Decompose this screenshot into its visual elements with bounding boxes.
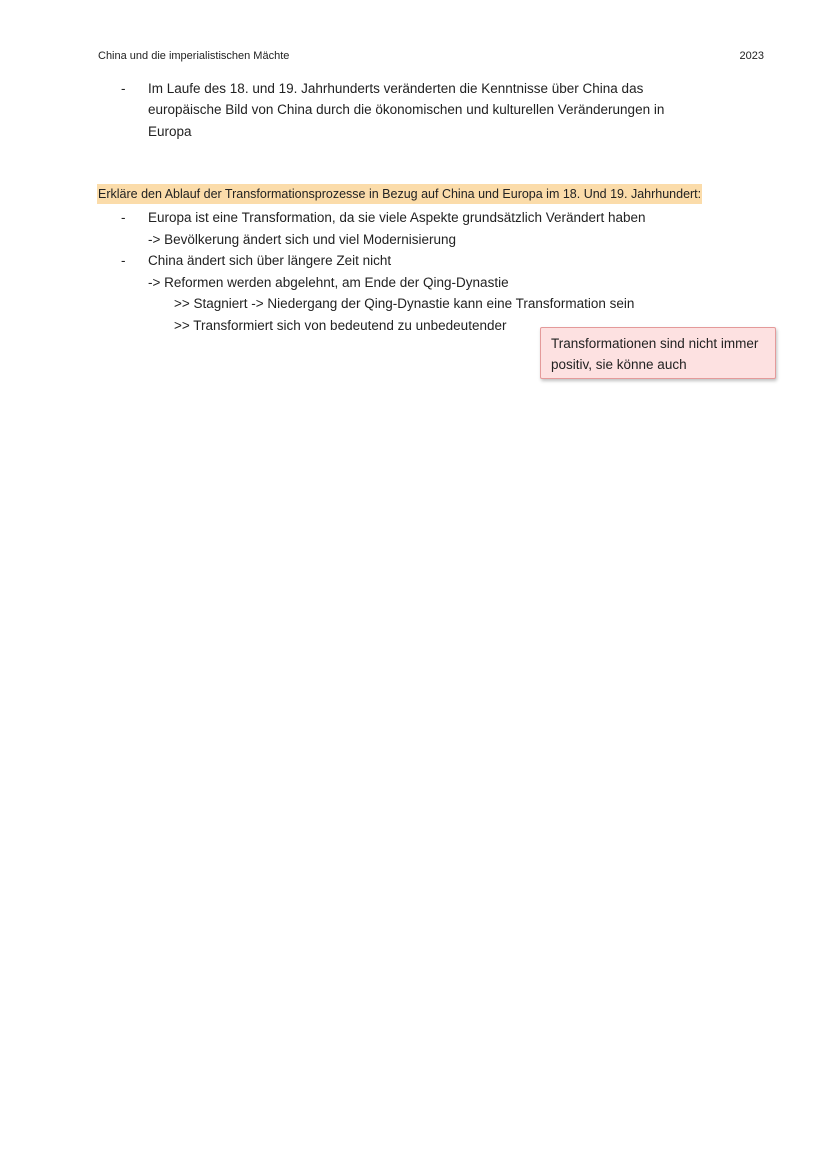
header-year: 2023 xyxy=(739,50,764,62)
item-1-bullet: - xyxy=(121,210,126,225)
item-2-text: China ändert sich über längere Zeit nicht xyxy=(148,253,392,268)
item-2-subsub-2: >> Transformiert sich von bedeutend zu unbedeutender xyxy=(174,318,507,333)
item-2-subsub-1: >> Stagniert -> Niedergang der Qing-Dynastie kann eine Transformation sein xyxy=(174,296,635,311)
question-heading: Erkläre den Ablauf der Transformationsprozesse in Bezug auf China und Europa im 18. Und 19. Jahrhundert: xyxy=(97,184,702,204)
intro-line-3: Europa xyxy=(148,124,192,139)
item-2-sub: -> Reformen werden abgelehnt, am Ende der Qing-Dynastie xyxy=(148,275,509,290)
item-1-text: Europa ist eine Transformation, da sie viele Aspekte grundsätzlich Verändert haben xyxy=(148,210,646,225)
item-1-sub: -> Bevölkerung ändert sich und viel Modernisierung xyxy=(148,232,457,247)
header-title: China und die imperialistischen Mächte xyxy=(98,50,290,62)
comment-text: Transformationen sind nicht immer positiv, sie könne auch xyxy=(551,336,759,372)
intro-line-2: europäische Bild von China durch die ökonomischen und kulturellen Veränderungen in xyxy=(148,102,665,117)
intro-line-1: Im Laufe des 18. und 19. Jahrhunderts veränderten die Kenntnisse über China das xyxy=(148,81,644,96)
comment-balloon[interactable] xyxy=(540,327,776,379)
page-header xyxy=(98,50,764,66)
item-2-bullet: - xyxy=(121,253,126,268)
intro-bullet: - xyxy=(121,81,126,96)
